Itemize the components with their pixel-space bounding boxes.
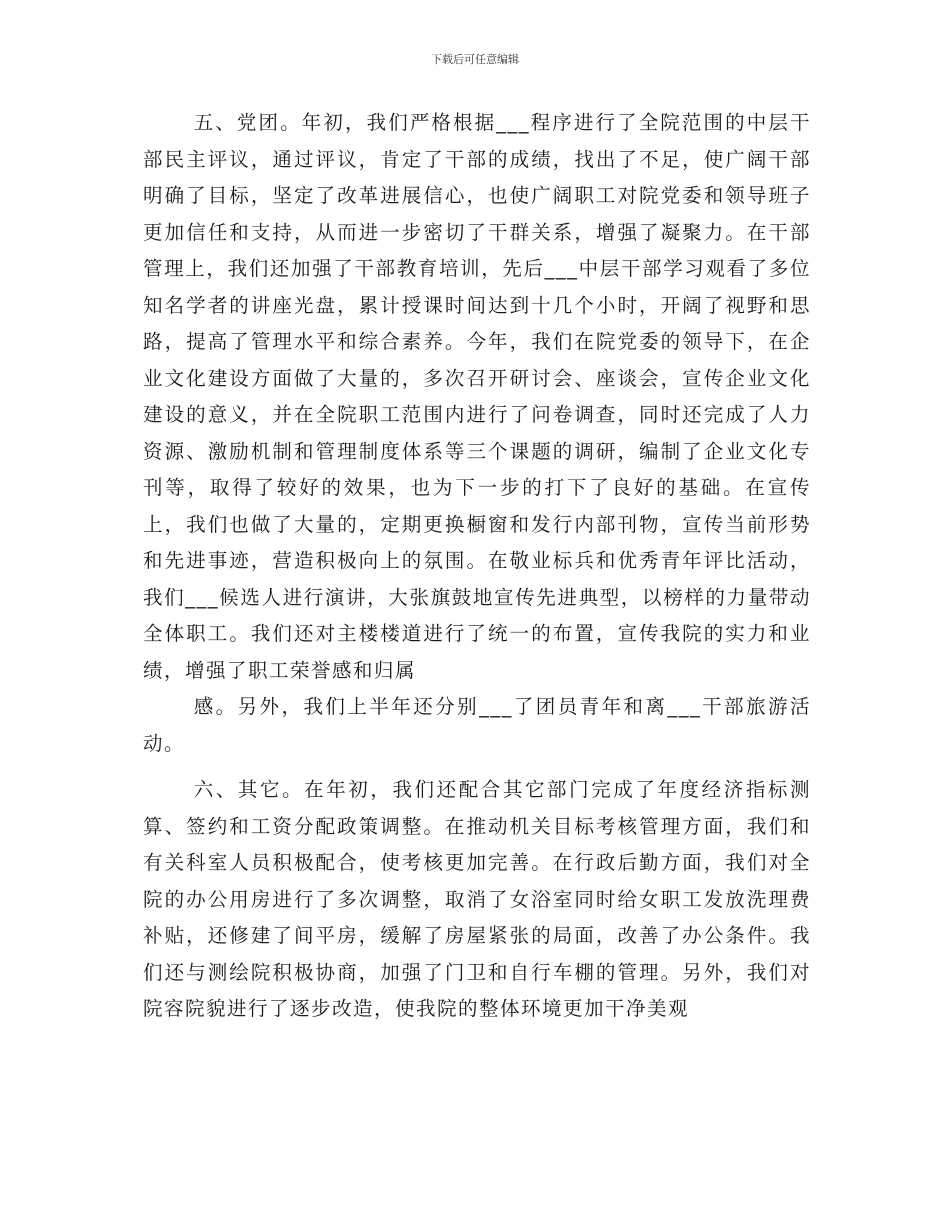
paragraph-party-league: 五、党团。年初，我们严格根据___程序进行了全院范围的中层干部民主评议，通过评议，肯定了干部的成绩，找出了不足，使广阔干部明确了目标，坚定了改革进展信心，也使广阔职工对院党委和领导班子更加信任和支持，从而进一步密切了干群关系，增强了凝聚力。在干部管理上，我们还加强了干部教育培训，先后___中层干部学习观看了多位知名学者的讲座光盘，累计授课时间达到十几个小时，开阔了视野和思路，提高了管理水平和综合素养。今年，我们在院党委的领导下，在企业文化建设方面做了大量的，多次召开研讨会、座谈会，宣传企业文化建设的意义，并在全院职工范围内进行了问卷调查，同时还完成了人力资源、激励机制和管理制度体系等三个课题的调研，编制了企业文化专刊等，取得了较好的效果，也为下一步的打下了良好的基础。在宣传上，我们也做了大量的，定期更换橱窗和发行内部刊物，宣传当前形势和先进事迹，营造积极向上的氛围。在敬业标兵和优秀青年评比活动，我们___候选人进行演讲，大张旗鼓地宣传先进典型，以榜样的力量带动全体职工。我们还对主楼楼道进行了统一的布置，宣传我院的实力和业绩，增强了职工荣誉感和归属 bbox=[143, 111, 811, 682]
paragraph-party-league-continued: 感。另外，我们上半年还分别___了团员青年和离___干部旅游活动。 bbox=[143, 695, 811, 755]
page-header: 下载后可任意编辑 bbox=[431, 53, 519, 66]
document-body bbox=[143, 105, 811, 1028]
paragraph-others: 六、其它。在年初，我们还配合其它部门完成了年度经济指标测算、签约和工资分配政策调整。在推动机关目标考核管理方面，我们和有关科室人员积极配合，使考核更加完善。在行政后勤方面，我们对全院的办公用房进行了多次调整，取消了女浴室同时给女职工发放洗理费补贴，还修建了间平房，缓解了房屋紧张的局面，改善了办公条件。我们还与测绘院积极协商，加强了门卫和自行车棚的管理。另外，我们对院容院貌进行了逐步改造，使我院的整体环境更加干净美观 bbox=[143, 778, 811, 1020]
